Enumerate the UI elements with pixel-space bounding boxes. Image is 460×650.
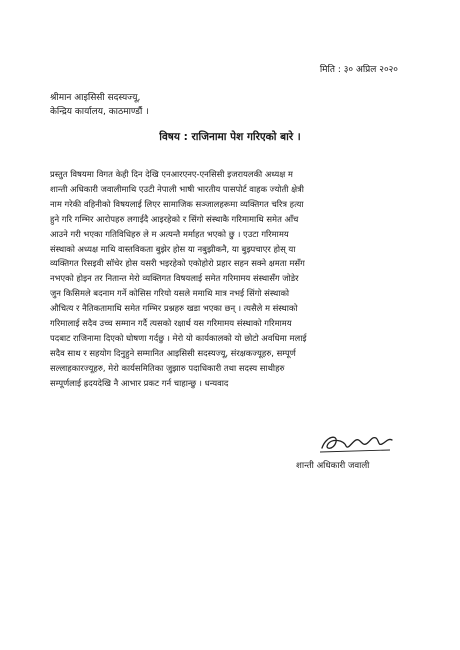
body-line: व्यक्तिगत रिसइवी सॉचेर होस यसरी भइरहेको एकोहोरो प्रहार सहन सक्ने क्षमता मसँग <box>50 258 305 269</box>
letter-subject: विषय : राजिनामा पेश गरिएको बारे । <box>159 131 301 143</box>
body-line: हुने गरि गम्भिर आरोपहरु लगाईदै आइरहेको र सिंगो संस्थाकै गरिमामाथि समेत आँच <box>50 213 299 224</box>
body-line: औचित्य र नैतिकतामाथि समेत गम्भिर प्रश्नहरु खडा भएका छन् । त्यसैले म संस्थाको <box>50 303 298 314</box>
body-line: शान्ती अधिकारी जवालीमाथि एउटी नेपाली भाषी भारतीय पासपोर्ट वाहक ज्योती क्षेत्री <box>50 183 304 194</box>
recipient-line-1: श्रीमान आइसिसी सदस्यज्यू, <box>50 93 141 103</box>
signatory-name: शान्ती अधिकारी जवाली <box>296 461 370 471</box>
letter-date: मिति : ३० अप्रिल २०२० <box>319 65 398 75</box>
body-line: आउने गरी भएका गतिविधिहरु ले म अत्यन्तै मर्माहत भएको छु । एउटा गरिमामय <box>50 228 289 239</box>
body-line: जुन किसिमले बदनाम गर्ने कोसिस गरियो यसले ममाथि मात्र नभई सिंगो संस्थाको <box>50 288 290 299</box>
body-line: नभएको होइन तर नितान्त मेरो व्यक्तिगत विषयलाई समेत गरिमामय संस्थासँग जोडेर <box>50 273 299 284</box>
body-line: पदबाट राजिनामा दिएको घोषणा गर्दछु । मेरो यो कार्यकालको यो छोटो अवधिमा मलाई <box>50 332 307 343</box>
body-line: सल्लाहकारज्यूहरु, मेरो कार्यसमितिका जुझारु पदाधिकारी तथा सदस्य साथीहरु <box>50 362 285 373</box>
recipient-address <box>50 91 149 119</box>
body-line: संस्थाको अध्यक्ष माथि वास्तविकता बुझेर होस या नबुझीकनै, या बुझ्पचाएर होस् या <box>50 243 296 254</box>
letter-body <box>50 167 418 391</box>
recipient-line-2: केन्द्रिय कार्यालय, काठमाण्डौं । <box>50 107 149 117</box>
body-line: प्रस्तुत विषयमा विगत केही दिन देखि एनआरएनए-एनसिसी इजरायलकी अध्यक्ष म <box>50 169 293 179</box>
handwritten-signature <box>316 428 396 458</box>
body-line: नाम गरेकी वहिनीको विषयलाई लिएर सामाजिक सञ्जालहरूमा व्यक्तिगत चरित्र हत्या <box>50 198 304 209</box>
body-line: सदैव साथ र सहयोग दिनुहुने सम्मानित आइसिसी सदस्यज्यू, संरक्षकज्यूहरु, सम्पूर्ण <box>50 347 296 358</box>
body-line: गरिमालाई सदैव उच्च सम्मान गर्दै त्यसको रक्षार्थ यस गरिमामय संस्थाको गरिमामय <box>50 318 292 329</box>
body-line: सम्पूर्णलाई ह्रदयदेखि नै आभार प्रकट गर्न चाहान्छु । धन्यवाद <box>50 377 229 388</box>
